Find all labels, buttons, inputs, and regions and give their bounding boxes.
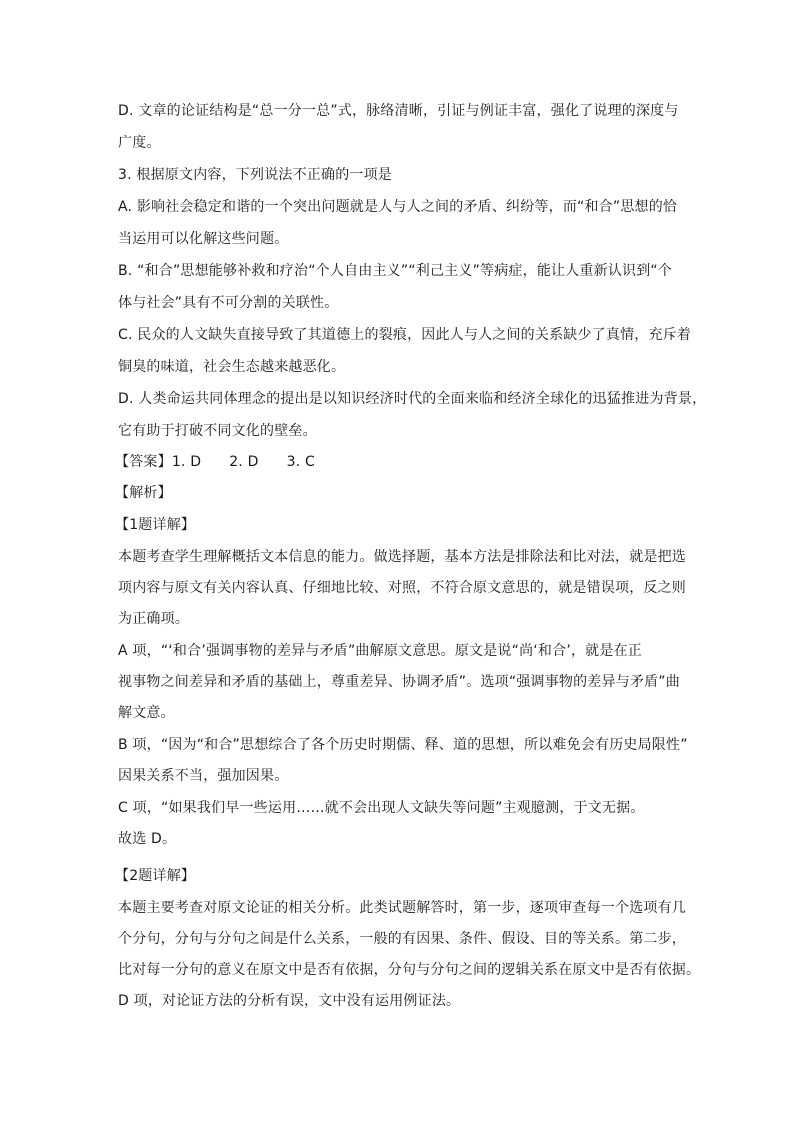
answer-item-2: 2. D (229, 454, 259, 470)
q3-option-c-line1: C. 民众的人文缺失直接导致了其道德上的裂痕，因此人与人之间的关系缺少了真情，充斥着 (118, 327, 692, 343)
detail1-a-line1: A 项，“‘和合’强调事物的差异与矛盾”曲解原文意思。原文是说“尚‘和合’，就是在正 (118, 643, 642, 659)
detail1-p1-line1: 本题考查学生理解概括文本信息的能力。做选择题，基本方法是排除法和比对法，就是把选 (118, 549, 686, 565)
detail2-p1-line1: 本题主要考查对原文论证的相关分析。此类试题解答时，第一步，逐项审查每一个选项有几 (118, 900, 686, 916)
q3-option-d-line2: 它有助于打破不同文化的壁垒。 (118, 423, 317, 439)
answer-line (115, 452, 695, 472)
q3-option-b-line1: B. “和合”思想能够补救和疗治“个人自由主义”“利己主义”等病症，能让人重新认识到“个 (118, 263, 673, 279)
q2-option-d-line1: D. 文章的论证结构是“总一分一总”式，脉络清晰，引证与例证丰富，强化了说理的深度与 (118, 103, 679, 119)
answer-item-3: 3. C (286, 454, 315, 470)
q3-option-c-line2: 铜臭的味道，社会生态越来越恶化。 (118, 359, 346, 375)
detail1-c-line1: C 项，“如果我们早一些运用……就不会出现人文缺失等问题”主观臆测，于文无据。 (118, 800, 645, 816)
detail2-d-line1: D 项，对论证方法的分析有误，文中没有运用例证法。 (118, 993, 461, 1009)
detail1-conclusion: 故选 D。 (118, 831, 177, 847)
detail2-heading: 【2题详解】 (115, 868, 196, 884)
q3-option-a-line1: A. 影响社会稳定和谐的一个突出问题就是人与人之间的矛盾、纠纷等，而“和合”思想的恰 (118, 199, 678, 215)
detail1-heading: 【1题详解】 (115, 517, 196, 533)
detail1-p1-line2: 项内容与原文有关内容认真、仔细地比较、对照，不符合原文意思的，就是错误项，反之则 (118, 580, 686, 596)
detail1-a-line3: 解文意。 (118, 705, 175, 721)
q2-option-d-line2: 广度。 (118, 135, 161, 151)
analysis-label: 【解析】 (115, 485, 172, 501)
detail1-b-line2: 因果关系不当，强加因果。 (118, 768, 289, 784)
q3-option-b-line2: 体与社会”具有不可分割的关联性。 (118, 295, 339, 311)
detail1-a-line2: 视事物之间差异和矛盾的基础上，尊重差异、协调矛盾”。选项“强调事物的差异与矛盾”曲 (118, 674, 680, 690)
detail2-p1-line3: 比对每一分句的意义在原文中是否有依据，分句与分句之间的逻辑关系在原文中是否有依据。 (118, 962, 701, 978)
q3-stem: 3. 根据原文内容，下列说法不正确的一项是 (118, 167, 393, 183)
detail1-b-line1: B 项，“因为“和合”思想综合了各个历史时期儒、释、道的思想，所以难免会有历史局限性” (118, 737, 688, 753)
detail1-p1-line3: 为正确项。 (118, 611, 189, 627)
answer-item-1: 1. D (171, 454, 202, 470)
q3-option-a-line2: 当运用可以化解这些问题。 (118, 231, 289, 247)
q3-option-d-line1: D. 人类命运共同体理念的提出是以知识经济时代的全面来临和经济全球化的迅猛推进为背景， (118, 391, 707, 407)
detail2-p1-line2: 个分句，分句与分句之间是什么关系，一般的有因果、条件、假设、目的等关系。第二步， (118, 931, 686, 947)
answer-label: 【答案】 (115, 454, 172, 470)
